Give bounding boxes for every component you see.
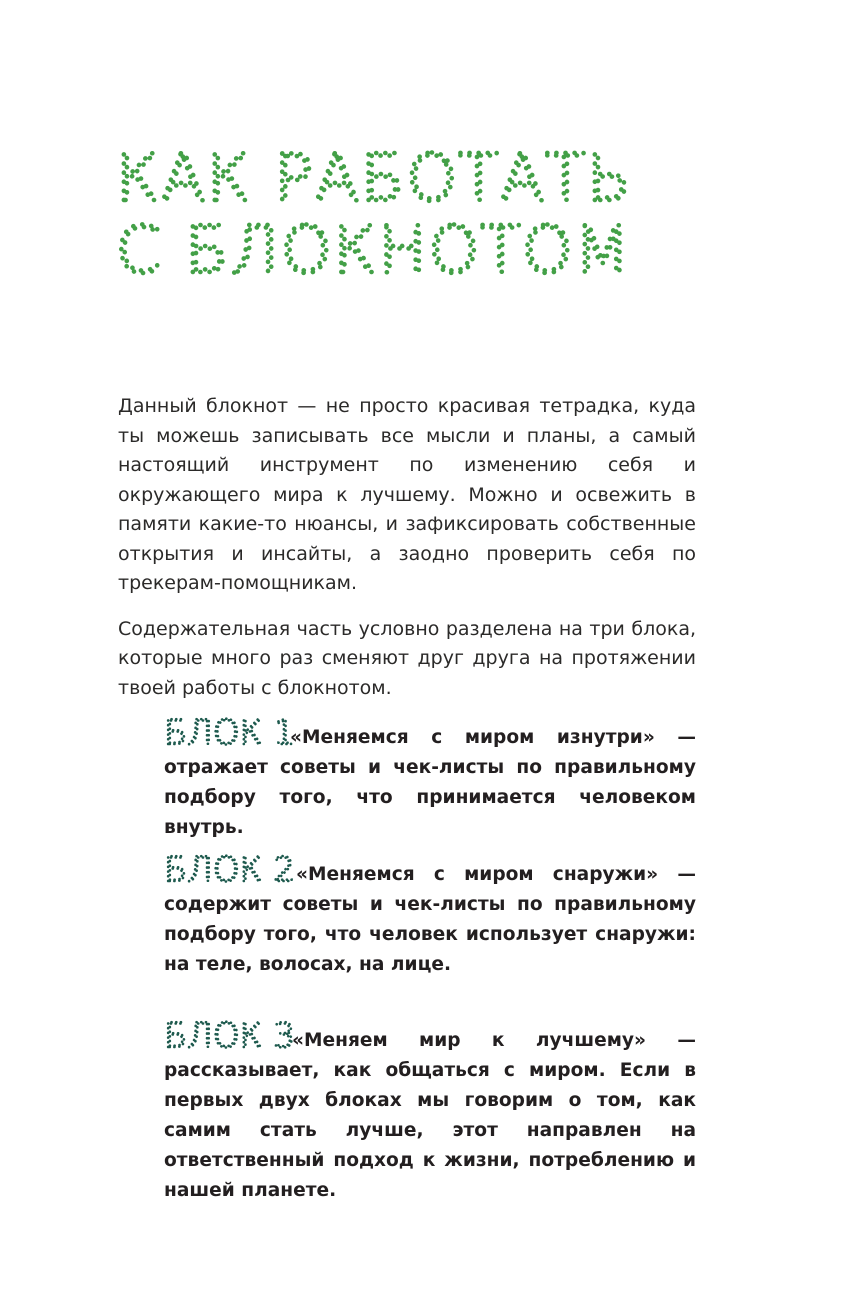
block-1-description: — отражает советы и чек-листы по правильному подбору того, что принимается человеком внутрь. (164, 727, 696, 838)
block-3-description: — рассказывает, как общаться с миром. Если в первых двух блоках мы говорим о том, как самим стать лучше, этот направлен на ответственный подход к жизни, потреблению и нашей планете. (164, 1030, 696, 1201)
block-2-label (164, 850, 296, 890)
page-title-line-1-text: КАК РАБОТАТЬ (116, 142, 633, 216)
intro-paragraph-1: Данный блокнот — не просто красивая тетрадка, куда ты можешь записывать все мысли и планы, а самый настоящий инструмент по изменению себя и окружающего мира к лучшему. Можно и освежить в памяти какие-то нюансы, и зафиксировать собственные открытия и инсайты, а заодно проверить себя по трекерам-помощникам. (118, 395, 696, 594)
block-1-label-text: БЛОК 1 (164, 713, 296, 753)
block-3-label-text: БЛОК 3 (164, 1016, 296, 1056)
page-title-line-1 (116, 142, 736, 216)
block-3-title: «Меняем мир к лучшему» (292, 1030, 647, 1051)
block-2-description: — содержит советы и чек-листы по правильному подбору того, что человек использует снаружи: на теле, волосах, на лице. (164, 864, 696, 975)
block-2 (164, 852, 696, 980)
intro-paragraph-2: Содержательная часть условно разделена на три блока, которые много раз сменяют друг друга на протяжении твоей работы с блокнотом. (118, 617, 696, 699)
block-1-title: «Меняемся с миром изнутри» (290, 727, 655, 748)
page-title-line-2 (116, 214, 736, 288)
block-2-title: «Меняемся с миром снаружи» (296, 864, 659, 885)
block-1 (164, 715, 696, 843)
block-1-label (164, 713, 296, 753)
block-3 (164, 1018, 696, 1206)
intro-text (118, 392, 696, 719)
block-2-label-text: БЛОК 2 (164, 850, 296, 890)
page-title-line-2-text: С БЛОКНОТОМ (116, 214, 632, 288)
page-title (116, 142, 736, 294)
block-3-label (164, 1016, 296, 1056)
